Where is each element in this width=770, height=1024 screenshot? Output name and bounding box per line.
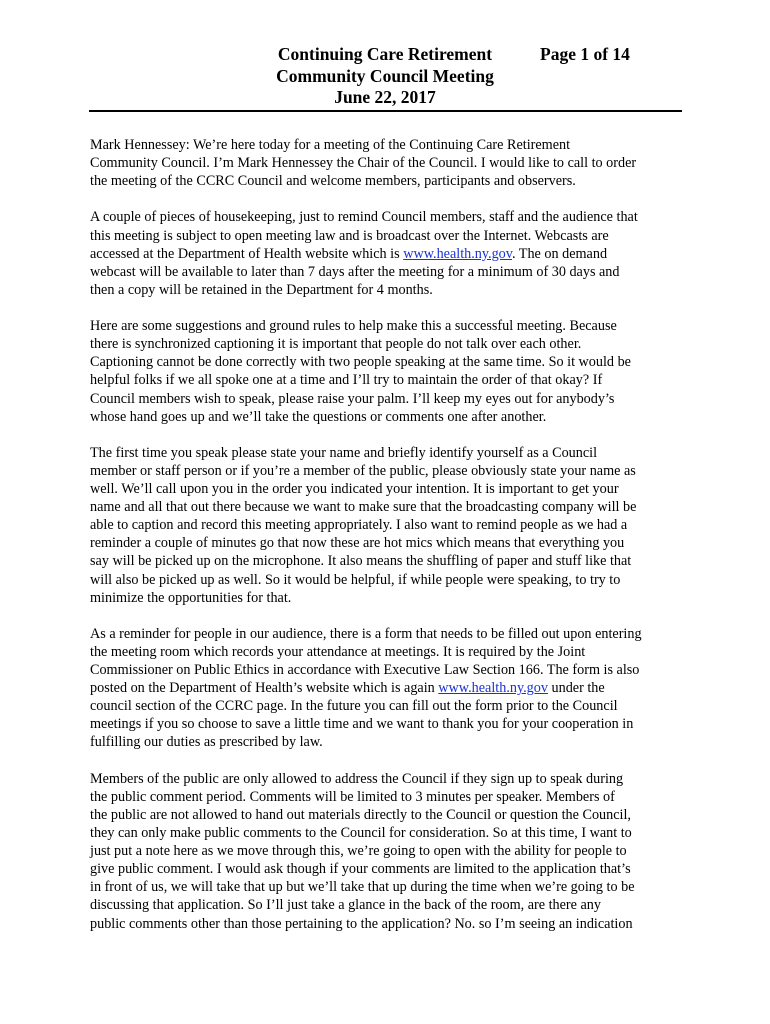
text-line: well. We’ll call upon you in the order you indicated your intention. It is important to get your xyxy=(90,481,619,498)
text-line: fulfilling our duties as prescribed by law. xyxy=(90,734,323,751)
transcript-paragraph xyxy=(90,770,690,933)
text-line: the meeting room which records your attendance at meetings. It is required by the Joint xyxy=(90,644,586,660)
text-line: council section of the CCRC page. In the future you can fill out the form prior to the Council xyxy=(90,698,618,715)
text-line: helpful folks if we all spoke one at a time and I’ll try to maintain the order of that okay? If xyxy=(90,372,603,389)
text-line: will also be picked up as well. So it would be helpful, if while people were speaking, to try to xyxy=(90,571,621,588)
text-line: the public are not allowed to hand out materials directly to the Council or question the Council, xyxy=(90,806,631,823)
header-rule xyxy=(89,110,682,112)
transcript-body xyxy=(90,136,690,951)
text-line: able to caption and record this meeting appropriately. I also want to remind people as we had a xyxy=(90,517,628,534)
text-line: Captioning cannot be done correctly with two people speaking at the same time. So it would be xyxy=(90,354,631,371)
link-line-before: posted on the Department of Health’s website which is again xyxy=(90,680,439,697)
text-line: A couple of pieces of housekeeping, just to remind Council members, staff and the audience that xyxy=(90,209,638,226)
text-line: name and all that out there because we want to make sure that the broadcasting company will be xyxy=(90,499,637,516)
text-line: reminder a couple of minutes go that now these are hot mics which means that everything you xyxy=(90,535,625,552)
text-line: member or staff person or if you’re a member of the public, please obviously state your name as xyxy=(90,462,636,479)
link-line-after: under the xyxy=(547,680,605,697)
text-line: minimize the opportunities for that. xyxy=(90,589,292,606)
link-line-before: accessed at the Department of Health website which is xyxy=(90,245,404,262)
text-line: As a reminder for people in our audience, there is a form that needs to be filled out upon entering xyxy=(90,625,642,642)
text-line-with-link xyxy=(90,245,690,263)
text-line: the public comment period. Comments will be limited to 3 minutes per speaker. Members of xyxy=(90,788,615,805)
text-line: the meeting of the CCRC Council and welcome members, participants and observers. xyxy=(90,173,576,190)
link-line-after: . The on demand xyxy=(511,245,608,262)
transcript-paragraph xyxy=(90,136,690,190)
text-line: give public comment. I would ask though if your comments are limited to the application that’s xyxy=(90,861,631,878)
text-line: Commissioner on Public Ethics in accordance with Executive Law Section 166. The form is also xyxy=(90,662,640,679)
meeting-date: June 22, 2017 xyxy=(334,87,436,107)
text-line: Mark Hennessey: We’re here today for a meeting of the Continuing Care Retirement xyxy=(90,137,571,153)
text-line: there is synchronized captioning it is important that people do not talk over each other. xyxy=(90,336,582,353)
document-title xyxy=(262,44,508,109)
text-line: in front of us, we will take that up but we’ll take that up during the time when we’re going to be xyxy=(90,879,635,896)
transcript-paragraph xyxy=(90,317,690,426)
text-line: The first time you speak please state your name and briefly identify yourself as a Council xyxy=(90,444,598,461)
text-line: Members of the public are only allowed to address the Council if they sign up to speak during xyxy=(90,770,624,787)
text-line: public comments other than those pertaining to the application? No. so I’m seeing an indication xyxy=(90,915,633,932)
text-line: this meeting is subject to open meeting law and is broadcast over the Internet. Webcasts are xyxy=(90,227,609,244)
text-line: just put a note here as we move through this, we’re going to open with the ability for people to xyxy=(90,843,627,860)
health-website-link[interactable]: www.health.ny.gov xyxy=(438,680,548,697)
text-line: whose hand goes up and we’ll take the questions or comments one after another. xyxy=(90,408,547,425)
text-line: Community Council. I’m Mark Hennessey the Chair of the Council. I would like to call to order xyxy=(90,155,637,172)
text-line: Council members wish to speak, please raise your palm. I’ll keep my eyes out for anybody’s xyxy=(90,390,615,407)
text-line-with-link xyxy=(90,679,690,697)
text-line: then a copy will be retained in the Department for 4 months. xyxy=(90,281,433,298)
transcript-paragraph xyxy=(90,444,690,607)
text-line: they can only make public comments to the Council for consideration. So at this time, I want to xyxy=(90,825,632,842)
health-website-link[interactable]: www.health.ny.gov xyxy=(403,245,512,262)
title-line-2: Community Council Meeting xyxy=(276,65,494,86)
text-line: say will be picked up on the microphone. It also means the shuffling of paper and stuff like that xyxy=(90,553,632,570)
text-line: discussing that application. So I’ll just take a glance in the back of the room, are there any xyxy=(90,897,601,914)
page-number: Page 1 of 14 xyxy=(540,44,630,64)
transcript-paragraph xyxy=(90,625,690,752)
document-header xyxy=(0,44,770,110)
text-line: meetings if you so choose to save a little time and we want to thank you for your cooperation in xyxy=(90,716,634,733)
transcript-paragraph xyxy=(90,208,690,298)
title-line-1: Continuing Care Retirement xyxy=(277,44,493,64)
text-line: Here are some suggestions and ground rules to help make this a successful meeting. Because xyxy=(90,318,617,335)
text-line: webcast will be available to later than 7 days after the meeting for a minimum of 30 days and xyxy=(90,263,620,280)
